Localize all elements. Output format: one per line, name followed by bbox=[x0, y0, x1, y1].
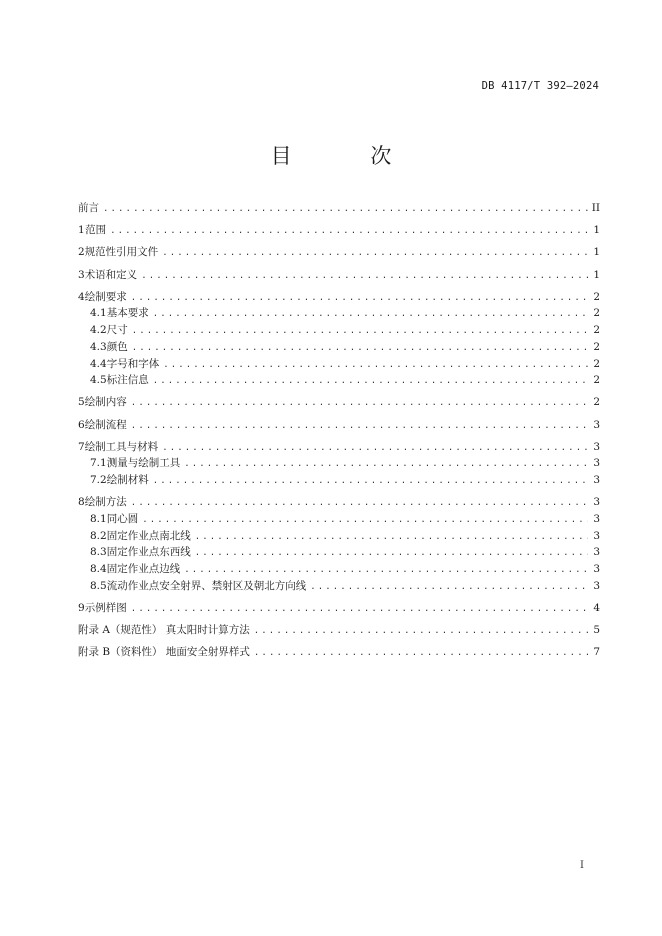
toc-entry-page: 3 bbox=[593, 563, 600, 576]
toc-entry-number: 7.2 bbox=[90, 474, 107, 487]
toc-dot-leader bbox=[141, 271, 588, 281]
toc-entry-title: 附录 A（规范性） 真太阳时计算方法 bbox=[78, 624, 250, 637]
table-of-contents bbox=[78, 200, 600, 661]
toc-entry-page: 3 bbox=[593, 546, 600, 559]
toc-entry-page: 3 bbox=[593, 457, 600, 470]
toc-entry-page: 3 bbox=[593, 418, 600, 431]
toc-entry-page: 3 bbox=[593, 440, 600, 453]
toc-dot-leader bbox=[195, 548, 588, 558]
toc-entry-number: 4.3 bbox=[90, 340, 107, 353]
toc-entry-title: 尺寸 bbox=[106, 324, 128, 337]
toc-entry-page: 3 bbox=[593, 529, 600, 542]
toc-entry-title: 绘制方法 bbox=[84, 496, 127, 509]
toc-entry-page: 3 bbox=[593, 513, 600, 525]
toc-dot-leader bbox=[103, 204, 588, 214]
toc-entry-number: 1 bbox=[78, 224, 85, 237]
toc-entry-title: 绘制要求 bbox=[84, 290, 127, 303]
toc-entry-title: 规范性引用文件 bbox=[84, 246, 159, 259]
toc-entry[interactable] bbox=[78, 622, 600, 639]
toc-entry[interactable] bbox=[78, 561, 600, 578]
toc-dot-leader bbox=[131, 604, 588, 614]
toc-entry-title: 绘制流程 bbox=[84, 418, 127, 431]
toc-entry-title: 流动作业点安全射界、禁射区及朝北方向线 bbox=[106, 579, 307, 592]
toc-dot-leader bbox=[254, 626, 588, 636]
toc-entry-title: 固定作业点东西线 bbox=[106, 546, 191, 559]
page-title: 目 次 bbox=[270, 144, 428, 168]
toc-entry-page: 2 bbox=[593, 340, 600, 353]
toc-entry[interactable] bbox=[78, 305, 600, 322]
toc-entry[interactable] bbox=[78, 289, 600, 306]
toc-entry-page: 1 bbox=[593, 246, 600, 259]
toc-dot-leader bbox=[184, 565, 588, 575]
toc-entry-number: 8.5 bbox=[90, 579, 107, 592]
toc-entry-page: 2 bbox=[593, 357, 600, 370]
toc-dot-leader bbox=[163, 360, 588, 370]
toc-dot-leader bbox=[195, 532, 588, 542]
toc-entry-number: 4.1 bbox=[90, 307, 107, 320]
toc-entry-number: 9 bbox=[78, 601, 85, 614]
toc-entry-page: II bbox=[591, 202, 600, 214]
toc-entry-number: 4.5 bbox=[90, 374, 107, 387]
toc-entry[interactable] bbox=[78, 394, 600, 411]
toc-entry[interactable] bbox=[78, 372, 600, 389]
toc-dot-leader bbox=[132, 326, 588, 336]
toc-entry-page: 2 bbox=[593, 290, 600, 303]
toc-entry[interactable] bbox=[78, 455, 600, 472]
toc-entry-title: 测量与绘制工具 bbox=[106, 457, 181, 470]
toc-entry-title: 示例样图 bbox=[84, 601, 127, 614]
toc-entry[interactable] bbox=[78, 578, 600, 595]
toc-entry[interactable] bbox=[78, 356, 600, 373]
toc-entry-title: 固定作业点南北线 bbox=[106, 529, 191, 542]
toc-entry[interactable] bbox=[78, 600, 600, 617]
toc-entry-title: 范围 bbox=[85, 224, 107, 237]
toc-entry-page: 7 bbox=[593, 646, 600, 659]
toc-entry-title: 基本要求 bbox=[106, 307, 149, 320]
toc-entry-page: 3 bbox=[593, 474, 600, 487]
toc-entry-number: 2 bbox=[78, 246, 85, 259]
toc-entry[interactable] bbox=[78, 439, 600, 456]
toc-entry-title: 字号和字体 bbox=[106, 357, 160, 370]
toc-entry[interactable] bbox=[78, 528, 600, 545]
toc-entry-title: 绘制内容 bbox=[84, 396, 127, 409]
toc-entry-title: 同心圆 bbox=[106, 513, 139, 525]
toc-entry[interactable] bbox=[78, 222, 600, 239]
toc-entry-title: 绘制材料 bbox=[106, 474, 149, 487]
toc-entry[interactable] bbox=[78, 511, 600, 528]
toc-entry-page: 1 bbox=[593, 224, 600, 237]
toc-entry-title: 附录 B（资料性） 地面安全射界样式 bbox=[78, 646, 250, 659]
toc-entry[interactable] bbox=[78, 472, 600, 489]
toc-entry-page: 2 bbox=[593, 374, 600, 387]
toc-entry-page: 3 bbox=[593, 579, 600, 592]
toc-dot-leader bbox=[110, 226, 588, 236]
toc-dot-leader bbox=[132, 343, 588, 353]
toc-entry-number: 8.4 bbox=[90, 563, 107, 576]
toc-dot-leader bbox=[184, 459, 588, 469]
toc-dot-leader bbox=[131, 421, 588, 431]
toc-entry-number: 8.2 bbox=[90, 529, 107, 542]
toc-entry[interactable] bbox=[78, 200, 600, 217]
toc-entry[interactable] bbox=[78, 244, 600, 261]
toc-entry-page: 1 bbox=[593, 268, 600, 281]
toc-dot-leader bbox=[131, 293, 588, 303]
toc-entry-page: 4 bbox=[593, 601, 600, 614]
toc-entry-title: 固定作业点边线 bbox=[106, 563, 181, 576]
toc-entry-title: 绘制工具与材料 bbox=[84, 440, 159, 453]
toc-entry-number: 3 bbox=[78, 268, 85, 281]
toc-entry-number: 4.2 bbox=[90, 324, 107, 337]
toc-entry-title: 标注信息 bbox=[106, 374, 149, 387]
toc-entry-number: 5 bbox=[78, 396, 85, 409]
toc-entry[interactable] bbox=[78, 339, 600, 356]
toc-dot-leader bbox=[131, 498, 588, 508]
toc-entry-number: 8.1 bbox=[90, 513, 107, 525]
toc-dot-leader bbox=[131, 398, 588, 408]
toc-entry-number: 4 bbox=[78, 290, 85, 303]
toc-entry-number: 4.4 bbox=[90, 357, 107, 370]
toc-entry-page: 3 bbox=[593, 496, 600, 509]
toc-entry[interactable] bbox=[78, 544, 600, 561]
toc-dot-leader bbox=[162, 248, 588, 258]
toc-entry-number: 7 bbox=[78, 440, 85, 453]
toc-entry-title: 术语和定义 bbox=[84, 268, 138, 281]
toc-entry-number: 8.3 bbox=[90, 546, 107, 559]
toc-entry-page: 2 bbox=[593, 307, 600, 320]
toc-entry-number: 6 bbox=[78, 418, 85, 431]
toc-entry[interactable] bbox=[78, 322, 600, 339]
toc-dot-leader bbox=[153, 309, 588, 319]
page-number: I bbox=[580, 860, 584, 871]
toc-dot-leader bbox=[142, 515, 588, 525]
toc-entry-page: 2 bbox=[593, 324, 600, 337]
document-code: DB 4117/T 392—2024 bbox=[481, 80, 599, 92]
toc-entry-page: 5 bbox=[593, 624, 600, 637]
toc-entry-page: 2 bbox=[593, 396, 600, 409]
toc-entry[interactable] bbox=[78, 417, 600, 434]
toc-dot-leader bbox=[162, 443, 588, 453]
toc-entry-title: 前言 bbox=[78, 202, 99, 214]
toc-dot-leader bbox=[153, 476, 588, 486]
toc-entry[interactable] bbox=[78, 644, 600, 661]
toc-dot-leader bbox=[310, 582, 588, 592]
toc-entry-number: 7.1 bbox=[90, 457, 107, 470]
toc-dot-leader bbox=[254, 648, 588, 658]
toc-entry[interactable] bbox=[78, 267, 600, 284]
toc-entry[interactable] bbox=[78, 494, 600, 511]
toc-dot-leader bbox=[153, 376, 588, 386]
toc-entry-title: 颜色 bbox=[106, 340, 128, 353]
toc-entry-number: 8 bbox=[78, 496, 85, 509]
